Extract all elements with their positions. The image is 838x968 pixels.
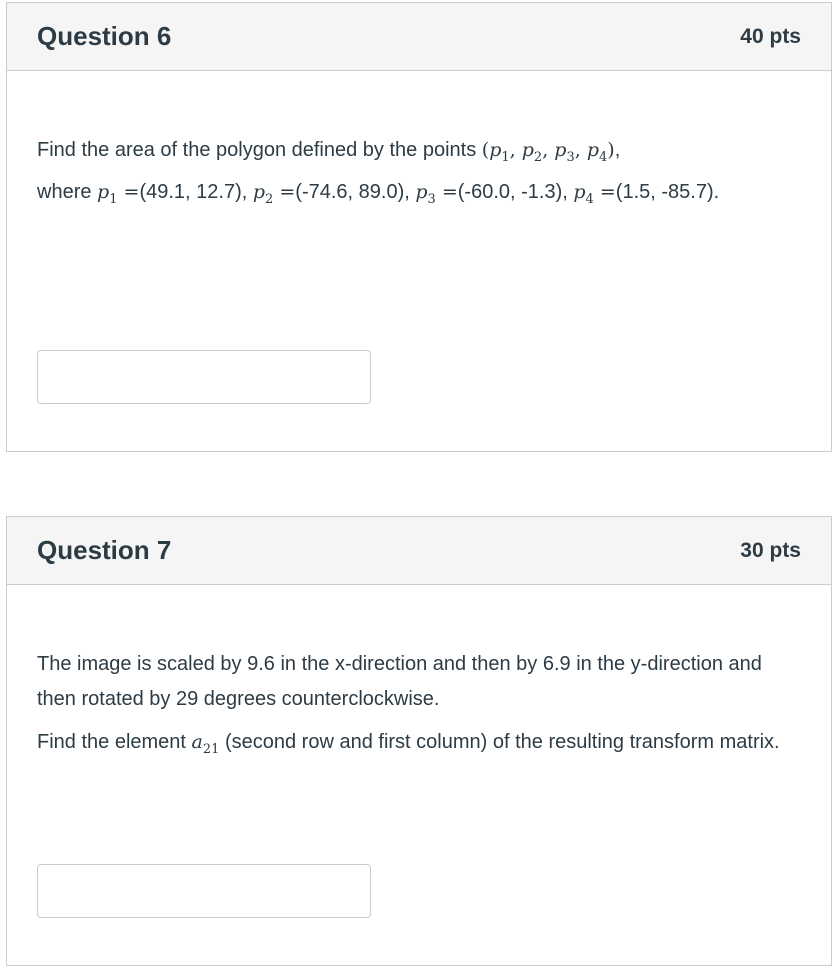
question-6-text: Find the area of the polygon defined by the points ($p_1$, $p_2$, $p_3$, $p_4$), where $p_1 =(49.1$, 12.7), $p_2 =(-74.6$, 89.0), $p_3 =(-60.0$, -1.3), $p_4 =(1.5$, -85.7). [37,139,720,207]
question-6-points: 40 pts [740,24,801,48]
question-7-body [7,585,831,767]
point-p1-def-symbol: $p_1$ [97,180,118,207]
where-label: where [37,180,98,203]
point-p1-value: (49.1, 12.7), [139,180,253,203]
question-6-header [7,3,831,71]
matrix-element-symbol: $a_{21}$ [191,731,220,757]
point-p4-symbol: $p_4$ [586,139,608,165]
question-7-title: Question 7 [37,535,172,565]
point-p1-symbol: $p_1$ [489,139,510,165]
question-7-text-paragraph-2: Find the element $a_{21}$ (second row and first column) of the resulting transform matrix. [37,731,780,757]
question-6-body [7,71,831,217]
tuple-open: ( [481,139,490,161]
tuple-close: ) [607,139,615,161]
point-p2-symbol: $p_2$ [521,139,543,165]
point-p2-def-symbol: $p_2$ [252,180,274,207]
question-7-card [6,516,832,966]
question-6-intro: Find the area of the polygon defined by the points [37,139,482,161]
point-p2-value: (-74.6, 89.0), [295,180,416,203]
point-p4-value: (1.5, -85.7). [615,180,720,203]
question-7-header [7,517,831,585]
point-p3-value: (-60.0, -1.3), [457,180,574,203]
point-p4-def-symbol: $p_4$ [573,180,594,207]
question-7-text-paragraph-1: The image is scaled by 9.6 in the x-direction and then by 6.9 in the y-direction and then rotated by 29 degrees counterclockwise. [37,653,762,710]
question-6-answer-input[interactable] [37,350,371,404]
question-7-answer-input[interactable] [37,864,371,918]
point-p3-def-symbol: $p_3$ [415,180,436,207]
point-p3-symbol: $p_3$ [554,139,575,165]
question-7-points: 30 pts [740,538,801,562]
question-6-card [6,2,832,452]
question-6-title: Question 6 [37,21,172,51]
